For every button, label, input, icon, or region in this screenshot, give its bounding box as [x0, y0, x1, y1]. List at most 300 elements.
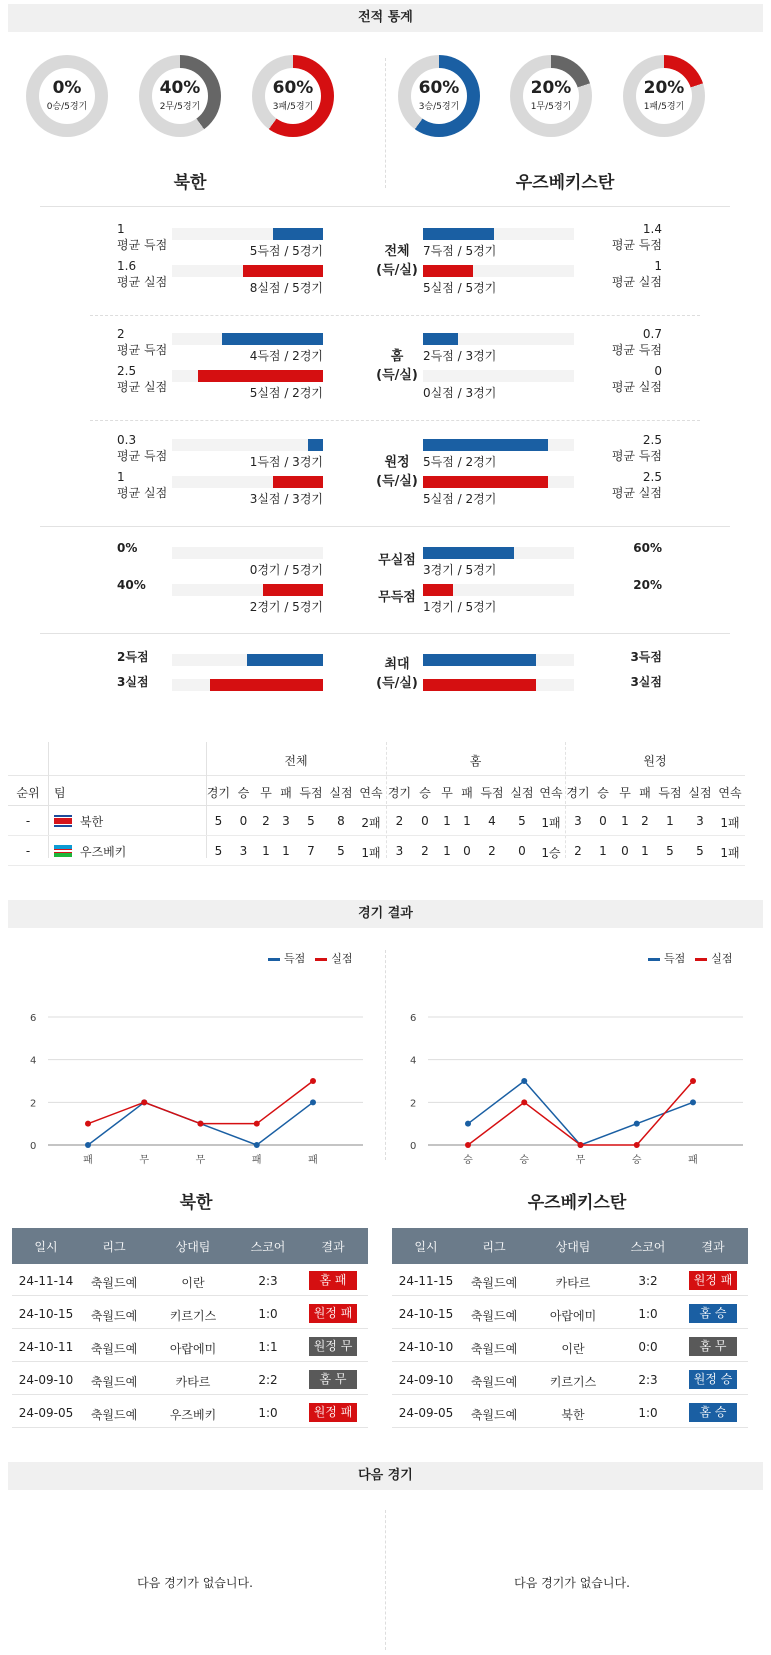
away-bar — [423, 333, 458, 345]
series-line-0 — [468, 1081, 693, 1145]
home-results-title: 북한 — [179, 1193, 213, 1213]
match-date: 24-10-10 — [398, 1340, 454, 1354]
data-point — [634, 1121, 640, 1127]
match-row[interactable] — [392, 1265, 748, 1296]
home-bar-caption: 2경기 / 5경기 — [249, 600, 323, 614]
standings-cell: 3 — [395, 844, 404, 858]
donut-percent: 20% — [643, 78, 685, 98]
standings-cell: 1패 — [720, 846, 740, 860]
match-opp[interactable]: 이란 — [181, 1276, 205, 1290]
standings-column-header: 승 — [237, 786, 250, 800]
donut-chart — [510, 55, 592, 137]
match-league: 축월드예 — [470, 1276, 518, 1290]
standings-cell: 5 — [666, 844, 674, 858]
away-stat-value: 20% — [633, 578, 662, 592]
match-opp[interactable]: 카타르 — [555, 1276, 591, 1290]
match-row[interactable] — [392, 1331, 748, 1362]
match-league: 축월드예 — [90, 1309, 138, 1323]
divider — [90, 315, 700, 316]
match-row[interactable] — [12, 1298, 368, 1329]
standings-cell: 5 — [214, 814, 223, 828]
uzbekistan-flag-icon — [54, 845, 72, 857]
standings-column-header: 득점 — [480, 786, 504, 800]
standings-column-header: 패 — [639, 786, 651, 800]
match-row[interactable] — [12, 1364, 368, 1395]
home-stat-label: 평균 득점 — [117, 449, 168, 463]
standings-column-header: 승 — [597, 786, 609, 800]
donut-subtext: 1무/5경기 — [530, 102, 572, 112]
match-league: 축월드예 — [470, 1375, 518, 1389]
legend-swatch — [648, 958, 660, 961]
home-stat-label: 평균 득점 — [117, 343, 168, 357]
data-point — [254, 1142, 260, 1148]
standings-column-header: 연속 — [359, 786, 383, 800]
standings-cell: 2 — [395, 814, 404, 828]
standings-cell: 3 — [282, 814, 290, 828]
standings-cell: 5 — [696, 844, 704, 858]
match-row[interactable] — [12, 1397, 368, 1428]
data-point — [690, 1099, 696, 1105]
standings-cell: 7 — [307, 844, 315, 858]
data-point — [85, 1142, 91, 1148]
match-date: 24-11-15 — [398, 1274, 454, 1288]
away-bar-caption: 1경기 / 5경기 — [423, 600, 497, 614]
away-bar — [423, 476, 548, 488]
results-column-header: 리그 — [102, 1240, 126, 1254]
home-stat-value: 2득점 — [117, 650, 149, 664]
standings-column-header: 연속 — [718, 786, 742, 800]
home-bar — [243, 265, 323, 277]
result-badge: 홈 무 — [689, 1337, 737, 1356]
home-stat-value: 1 — [117, 222, 125, 236]
home-bar-caption: 3실점 / 3경기 — [249, 492, 323, 506]
x-tick-label: 승 — [631, 1155, 642, 1166]
match-date: 24-11-14 — [18, 1274, 74, 1288]
x-tick-label: 승 — [463, 1155, 473, 1166]
legend-swatch — [315, 958, 327, 961]
results-column-header: 리그 — [482, 1240, 506, 1254]
legend-label: 실점 — [331, 952, 353, 965]
match-score: 1:0 — [258, 1307, 278, 1321]
standings-cell: 1승 — [541, 846, 561, 860]
away-bar-caption: 5실점 / 5경기 — [423, 281, 497, 295]
donut-chart — [252, 55, 334, 137]
away-stat-label: 평균 실점 — [611, 486, 662, 500]
data-point — [521, 1078, 527, 1084]
standings-cell: 5 — [518, 814, 526, 828]
standings-cell: 0 — [239, 814, 248, 828]
away-stat-label: 평균 득점 — [611, 343, 662, 357]
home-bar — [198, 370, 323, 382]
home-bar — [210, 679, 323, 691]
home-stat-value: 0% — [117, 541, 138, 555]
away-bar — [423, 439, 548, 451]
standings-column-header: 패 — [461, 786, 473, 800]
home-bar — [263, 584, 323, 596]
donut-percent: 40% — [159, 78, 201, 98]
team-name[interactable]: 북한 — [80, 815, 104, 829]
comparison-label: 전체 (득/실) — [376, 244, 418, 278]
section-header-next: 다음 경기 — [8, 1462, 763, 1490]
standings-cell: 0 — [518, 844, 526, 858]
away-stat-value: 2.5 — [642, 433, 662, 447]
donut-subtext: 3승/5경기 — [418, 102, 460, 112]
standings-column-header: 무 — [619, 786, 631, 800]
match-date: 24-10-15 — [18, 1307, 74, 1321]
standings-column-header: 경기 — [206, 786, 231, 800]
away-stat-value: 1.4 — [642, 222, 662, 236]
match-score: 2:3 — [258, 1274, 278, 1288]
line-chart — [398, 1000, 748, 1180]
standings-column-header: 패 — [280, 786, 292, 800]
results-header-row — [12, 1228, 368, 1264]
match-league: 축월드예 — [90, 1342, 138, 1356]
section-header-results: 경기 결과 — [8, 900, 763, 928]
match-row[interactable] — [392, 1298, 748, 1329]
data-point — [690, 1078, 696, 1084]
donut-center — [265, 68, 321, 124]
away-bar-caption: 2득점 / 3경기 — [423, 349, 497, 363]
home-stat-value: 40% — [117, 578, 146, 592]
standings-column-header: 순위 — [16, 786, 40, 800]
away-bar-track — [423, 370, 574, 382]
results-column-header: 일시 — [34, 1240, 58, 1254]
data-point — [310, 1099, 316, 1105]
match-score: 2:3 — [638, 1373, 658, 1387]
match-score: 1:0 — [638, 1406, 658, 1420]
standings-column-header: 팀 — [54, 786, 66, 800]
away-stat-label: 평균 득점 — [611, 449, 662, 463]
away-bar — [423, 679, 536, 691]
results-column-header: 스코어 — [250, 1240, 286, 1254]
standings-cell: 0 — [463, 844, 471, 858]
chart-legend — [258, 950, 353, 966]
home-bar-caption: 5실점 / 2경기 — [249, 386, 323, 400]
home-stat-label: 평균 실점 — [117, 486, 168, 500]
home-stat-value: 2.5 — [117, 364, 137, 378]
comparison-label: 홈 (득/실) — [376, 349, 418, 383]
legend-label: 득점 — [664, 952, 686, 965]
data-point — [141, 1099, 147, 1105]
data-point — [634, 1142, 640, 1148]
match-league: 축월드예 — [90, 1276, 138, 1290]
home-stat-value: 1 — [117, 470, 125, 484]
standings-column-header: 실점 — [510, 786, 534, 800]
rank: - — [25, 844, 31, 858]
donut-center — [523, 68, 579, 124]
donut-center — [636, 68, 692, 124]
match-score: 1:0 — [258, 1406, 278, 1420]
donut-percent: 60% — [272, 78, 314, 98]
home-bar — [247, 654, 323, 666]
away-stat-value: 60% — [633, 541, 662, 555]
x-tick-label: 승 — [519, 1155, 530, 1166]
standings-group-header: 원정 — [643, 754, 667, 768]
standings-cell: 1 — [443, 814, 451, 828]
away-stat-label: 평균 득점 — [611, 238, 662, 252]
x-tick-label: 패 — [308, 1155, 318, 1166]
standings-column-header: 무 — [260, 786, 272, 800]
y-tick-label: 6 — [30, 1013, 37, 1024]
match-score: 1:0 — [638, 1307, 658, 1321]
standings-group-header: 전체 — [284, 754, 308, 768]
home-bar — [222, 333, 323, 345]
away-stat-label: 평균 실점 — [611, 275, 662, 289]
away-bar — [423, 228, 494, 240]
standings-cell: 2 — [262, 814, 270, 828]
home-stat-value: 0.3 — [117, 433, 137, 447]
data-point — [465, 1121, 471, 1127]
home-bar-caption: 5득점 / 5경기 — [249, 244, 323, 258]
standings-cell: 1 — [599, 844, 607, 858]
home-stat-label: 평균 득점 — [117, 238, 168, 252]
home-bar-caption: 8실점 / 5경기 — [249, 281, 323, 295]
standings-column-header: 실점 — [688, 786, 712, 800]
data-point — [521, 1099, 527, 1105]
result-badge: 원정 패 — [689, 1271, 737, 1290]
away-stat-value: 1 — [654, 259, 662, 273]
donut-center — [152, 68, 208, 124]
section-header-stats: 전적 통계 — [8, 4, 763, 32]
home-bar-caption: 4득점 / 2경기 — [249, 349, 323, 363]
x-tick-label: 무 — [575, 1155, 586, 1166]
result-badge: 홈 무 — [309, 1370, 357, 1389]
standings-column-header: 경기 — [387, 786, 412, 800]
standings-cell: 1 — [443, 844, 451, 858]
standings-cell: 2 — [574, 844, 582, 858]
data-point — [310, 1078, 316, 1084]
divider — [40, 633, 730, 634]
standings-cell: 2 — [488, 844, 496, 858]
away-bar-caption: 5실점 / 2경기 — [423, 492, 497, 506]
results-header-row — [392, 1228, 748, 1264]
standings-cell: 1 — [262, 844, 270, 858]
standings-column-header: 승 — [419, 786, 431, 800]
donut-chart — [398, 55, 480, 137]
home-bar — [273, 476, 323, 488]
results-column-header: 상대팀 — [175, 1240, 211, 1254]
match-opp[interactable]: 카타르 — [175, 1375, 211, 1389]
results-column-header: 상대팀 — [555, 1240, 591, 1254]
away-bar — [423, 654, 536, 666]
match-date: 24-09-05 — [398, 1406, 454, 1420]
match-opp[interactable]: 이란 — [561, 1342, 585, 1356]
divider — [385, 58, 386, 188]
donut-center — [411, 68, 467, 124]
standings-cell: 0 — [421, 814, 429, 828]
x-tick-label: 패 — [688, 1155, 698, 1166]
match-opp[interactable]: 키르기스 — [169, 1309, 217, 1323]
away-stat-label: 평균 실점 — [611, 380, 662, 394]
standings-cell: 3 — [239, 844, 248, 858]
series-line-1 — [468, 1081, 693, 1145]
match-score: 1:1 — [258, 1340, 278, 1354]
away-stat-value: 3득점 — [630, 650, 662, 664]
legend-swatch — [695, 958, 707, 961]
standings-cell: 5 — [214, 844, 223, 858]
standings-column-header: 실점 — [329, 786, 353, 800]
result-badge: 원정 무 — [309, 1337, 357, 1356]
y-tick-label: 4 — [30, 1055, 37, 1067]
match-date: 24-09-10 — [398, 1373, 454, 1387]
home-bar-caption: 1득점 / 3경기 — [249, 455, 323, 469]
home-bar — [273, 228, 323, 240]
donut-chart — [139, 55, 221, 137]
away-bar-caption: 5득점 / 2경기 — [423, 455, 497, 469]
match-date: 24-09-10 — [18, 1373, 74, 1387]
standings-cell: 0 — [599, 814, 607, 828]
match-opp[interactable]: 아랍에미 — [549, 1309, 597, 1323]
match-score: 2:2 — [258, 1373, 278, 1387]
match-opp[interactable]: 우즈베키 — [169, 1408, 217, 1422]
away-bar-caption: 0실점 / 3경기 — [423, 386, 497, 400]
donut-chart — [26, 55, 108, 137]
donut-percent: 20% — [530, 78, 572, 98]
divider — [40, 526, 730, 527]
comparison-label: 원정 (득/실) — [376, 455, 418, 489]
max-label: 최대 (득/실) — [376, 657, 418, 691]
x-tick-label: 무 — [139, 1155, 150, 1166]
match-league: 축월드예 — [90, 1408, 138, 1422]
match-row[interactable] — [12, 1265, 368, 1296]
away-stat-value: 2.5 — [642, 470, 662, 484]
match-date: 24-10-11 — [18, 1340, 74, 1354]
standings-cell: 4 — [488, 814, 496, 828]
standings-column-header: 득점 — [658, 786, 682, 800]
standings-cell: 3 — [574, 814, 582, 828]
home-bar-track — [172, 439, 323, 451]
divider — [385, 1510, 386, 1650]
away-next-empty: 다음 경기가 없습니다. — [514, 1576, 630, 1590]
home-stat-value: 1.6 — [117, 259, 137, 273]
home-stat-label: 평균 실점 — [117, 380, 168, 394]
data-point — [465, 1142, 471, 1148]
x-tick-label: 무 — [195, 1155, 206, 1166]
divider — [90, 420, 700, 421]
standings-group-header: 홈 — [469, 754, 482, 768]
home-bar — [308, 439, 323, 451]
chart-legend — [638, 950, 733, 966]
home-team-name: 북한 — [173, 173, 207, 193]
standings-cell: 1 — [666, 814, 674, 828]
result-badge: 홈 패 — [309, 1271, 357, 1290]
match-league: 축월드예 — [470, 1408, 518, 1422]
y-tick-label: 6 — [410, 1013, 417, 1024]
match-league: 축월드예 — [470, 1342, 518, 1356]
home-bar-caption: 0경기 / 5경기 — [249, 563, 323, 577]
match-score: 3:2 — [638, 1274, 658, 1288]
standings-cell: 2패 — [361, 816, 381, 830]
line-chart — [18, 1000, 368, 1180]
donut-percent: 0% — [52, 78, 82, 98]
standings-column-header: 경기 — [566, 786, 590, 800]
y-tick-label: 0 — [410, 1141, 417, 1152]
match-opp[interactable]: 키르기스 — [549, 1375, 597, 1389]
y-tick-label: 4 — [410, 1055, 417, 1067]
standings-cell: 2 — [641, 814, 649, 828]
team-name[interactable]: 우즈베키 — [80, 845, 127, 859]
cleansheet-label: 무실점 — [378, 553, 416, 568]
results-column-header: 결과 — [701, 1240, 725, 1254]
standings-cell: 5 — [307, 814, 315, 828]
away-stat-value: 3실점 — [630, 675, 662, 689]
result-badge: 원정 승 — [689, 1370, 737, 1389]
match-date: 24-10-15 — [398, 1307, 454, 1321]
match-row[interactable] — [392, 1364, 748, 1395]
away-results-title: 우즈베키스탄 — [527, 1193, 627, 1213]
donut-subtext: 0승/5경기 — [46, 102, 88, 112]
results-column-header: 일시 — [414, 1240, 438, 1254]
standings-cell: 0 — [621, 844, 629, 858]
donut-center — [39, 68, 95, 124]
data-point — [198, 1121, 204, 1127]
standings-cell: 1패 — [541, 816, 561, 830]
donut-subtext: 1패/5경기 — [643, 102, 685, 112]
away-bar-caption: 7득점 / 5경기 — [423, 244, 497, 258]
results-column-header: 결과 — [321, 1240, 345, 1254]
standings-cell: 5 — [337, 844, 345, 858]
legend-label: 실점 — [711, 952, 733, 965]
y-tick-label: 2 — [410, 1098, 417, 1110]
match-date: 24-09-05 — [18, 1406, 74, 1420]
match-opp[interactable]: 북한 — [561, 1408, 585, 1422]
result-badge: 원정 패 — [309, 1403, 357, 1422]
x-tick-label: 패 — [83, 1155, 93, 1166]
standings-cell: 3 — [696, 814, 704, 828]
standings-cell: 1 — [282, 844, 290, 858]
north-korea-flag-icon — [54, 815, 72, 827]
match-row[interactable] — [12, 1331, 368, 1362]
donut-percent: 60% — [418, 78, 460, 98]
standings-cell: 1패 — [720, 816, 740, 830]
standings-column-header: 무 — [441, 786, 453, 800]
match-opp[interactable]: 아랍에미 — [169, 1342, 217, 1356]
divider — [385, 950, 386, 1160]
standings-cell: 1 — [463, 814, 471, 828]
standings-column-header: 연속 — [539, 786, 563, 800]
home-bar-track — [172, 547, 323, 559]
donut-subtext: 2무/5경기 — [159, 102, 201, 112]
standings-cell: 2 — [421, 844, 429, 858]
legend-label: 득점 — [284, 952, 306, 965]
divider — [40, 206, 730, 207]
data-point — [85, 1121, 91, 1127]
away-stat-value: 0.7 — [642, 327, 662, 341]
standings-cell: 1 — [641, 844, 649, 858]
standings-column-header: 득점 — [299, 786, 323, 800]
y-tick-label: 2 — [30, 1098, 37, 1110]
home-stat-label: 평균 실점 — [117, 275, 168, 289]
away-bar — [423, 547, 514, 559]
match-league: 축월드예 — [90, 1375, 138, 1389]
y-tick-label: 0 — [30, 1141, 37, 1152]
standings-cell: 1패 — [361, 846, 381, 860]
away-bar-caption: 3경기 / 5경기 — [423, 563, 497, 577]
match-league: 축월드예 — [470, 1309, 518, 1323]
away-team-name: 우즈베키스탄 — [515, 173, 615, 193]
away-stat-value: 0 — [654, 364, 662, 378]
match-score: 0:0 — [638, 1340, 658, 1354]
match-row[interactable] — [392, 1397, 748, 1428]
home-next-empty: 다음 경기가 없습니다. — [137, 1576, 253, 1590]
home-stat-value: 3실점 — [117, 675, 149, 689]
home-stat-value: 2 — [117, 327, 125, 341]
result-badge: 홈 승 — [689, 1403, 737, 1422]
data-point — [578, 1142, 584, 1148]
result-badge: 홈 승 — [689, 1304, 737, 1323]
standings-cell: 1 — [621, 814, 629, 828]
donut-chart — [623, 55, 705, 137]
